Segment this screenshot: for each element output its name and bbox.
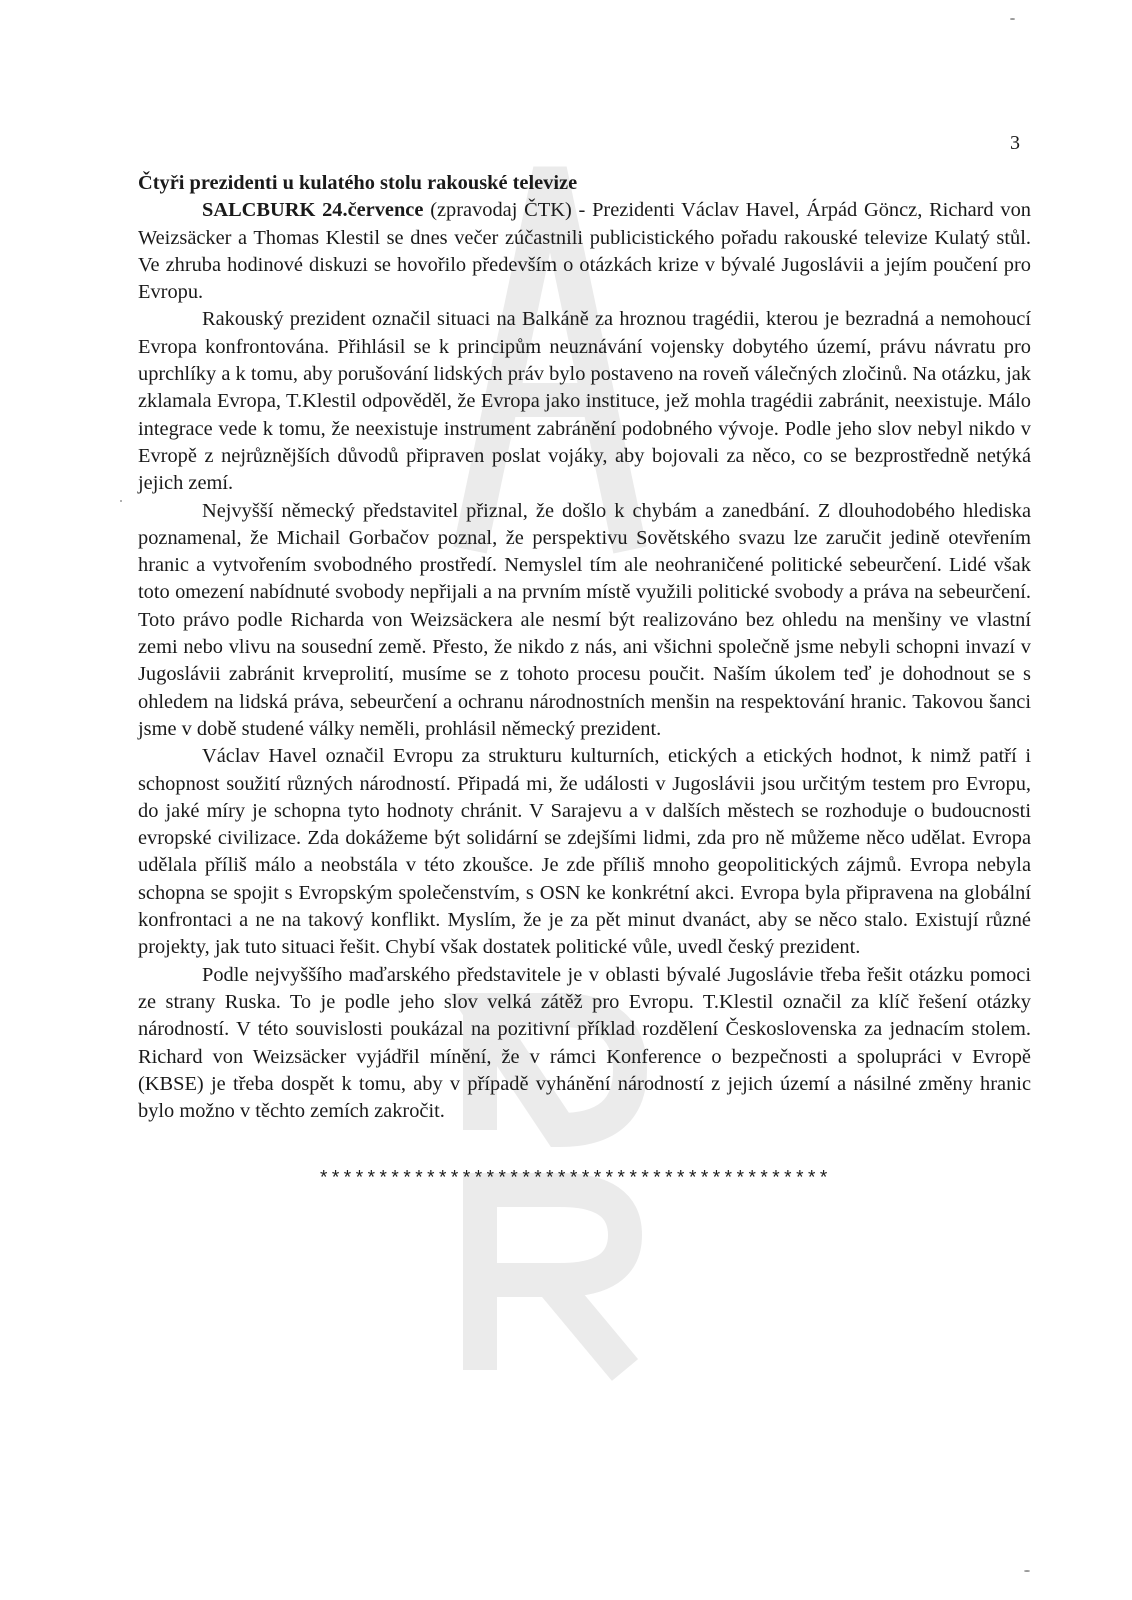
document-body	[138, 170, 1031, 1125]
scan-speck	[1024, 1570, 1030, 1572]
article-dateline: SALCBURK 24.července	[202, 199, 424, 222]
article-paragraph: Václav Havel označil Evropu za strukturu kulturních, etických a etických hodnot, k nimž patří i schopnost soužití různých národností. Připadá mi, že události v Jugoslávii jsou určitým testem pro Evropu, do jaké míry je schopna tyto hodnoty chránit. V Sarajevu a v dalších městech se rozhoduje o budoucnosti evropské civilizace. Zda dokážeme být solidární se zdejšími lidmi, zda pro ně můžeme něco udělat. Evropa udělala příliš málo a neobstála v této zkoušce. Je zde příliš mnoho geopolitických zájmů. Evropa nebyla schopna se spojit s Evropským společenstvím, s OSN ke konkrétní akci. Evropa byla připravena na globální konfrontaci a ne na takový konflikt. Myslím, že je za pět minut dvanáct, aby se něco stalo. Existují různé projekty, jak tuto situaci řešit. Chybí však dostatek politické vůle, uvedl český prezident.	[138, 745, 1031, 959]
article-paragraph	[138, 197, 1031, 306]
asterisk-separator: *******************************************	[318, 1168, 830, 1190]
watermark-letter-r	[480, 1190, 625, 1370]
page-number: 3	[1010, 132, 1020, 154]
article-paragraph: Rakouský prezident označil situaci na Balkáně za hroznou tragédii, kterou je bezradná a nemohoucí Evropa konfrontována. Přihlásil se k principům neuznávání vojensky dobytého území, právu návratu pro uprchlíky a k tomu, aby porušování lidských práv bylo postaveno na roveň válečných zločinů. Na otázku, jak zklamala Evropa, T.Klestil odpověděl, že Evropa jako instituce, jež mohla tragédii zabránit, neexistuje. Málo integrace vede k tomu, že neexistuje instrument zabránění podobného vývoje. Podle jeho slov nebyl nikdo v Evropě z nejrůznějších důvodů připraven poslat vojáky, aby bojovali za něco, co se bezprostředně netýká jejich zemí.	[138, 308, 1031, 495]
article-paragraph: Nejvyšší německý představitel přiznal, že došlo k chybám a zanedbání. Z dlouhodobého hlediska poznamenal, že Michail Gorbačov poznal, že perspektivu Sovětského svazu lze zaručit jedině otevřením hranic a vytvořením svobodného prostředí. Nemyslel tím ale neohraničené politické sebeurčení. Lidé však toto omezení nabídnuté svobody nepřijali a na prvním místě využili politické svobody a práva na sebeurčení. Toto právo podle Richarda von Weizsäckera ale nesmí být realizováno bez ohledu na menšiny ve vlastní zemi nebo vlivu na sousední země. Přesto, že nikdo z nás, ani všichni společně jsme nebyli schopni invazí v Jugoslávii zabránit krveprolití, musíme se z tohoto procesu poučit. Naším úkolem teď je dohodnout se s ohledem na lidská práva, sebeurčení a ochranu národnostních menšin na respektování hranic. Takovou šanci jsme v době studené války neměli, prohlásil německý prezident.	[138, 499, 1031, 740]
scan-speck	[1010, 18, 1015, 20]
scan-speck	[120, 500, 122, 502]
article-paragraph: Podle nejvyššího maďarského představitele je v oblasti bývalé Jugoslávie třeba řešit otázku pomoci ze strany Ruska. To je podle jeho slov velká zátěž pro Evropu. T.Klestil označil za klíč řešení otázky národností. V této souvislosti poukázal na pozitivní příklad rozdělení Československa za jednacím stolem. Richard von Weizsäcker vyjádřil mínění, že v rámci Konference o bezpečnosti a spolupráci v Evropě (KBSE) je třeba dospět k tomu, aby v případě vyhánění národností z jejich území a násilné změny hranic bylo možno v těchto zemích zakročit.	[138, 963, 1031, 1123]
article-heading: Čtyři prezidenti u kulatého stolu rakouské televize	[138, 172, 578, 194]
paragraph-text: (zpravodaj ČTK) - Prezidenti Václav Havel, Árpád Göncz, Richard von Weizsäcker a Thomas Klestil se dnes večer zúčastnili publicistického pořadu rakouské televize Kulatý stůl. Ve zhruba hodinové diskuzi se hovořilo především o otázkách krize v bývalé Jugoslávii a jejím poučení pro Evropu.	[138, 199, 1031, 304]
